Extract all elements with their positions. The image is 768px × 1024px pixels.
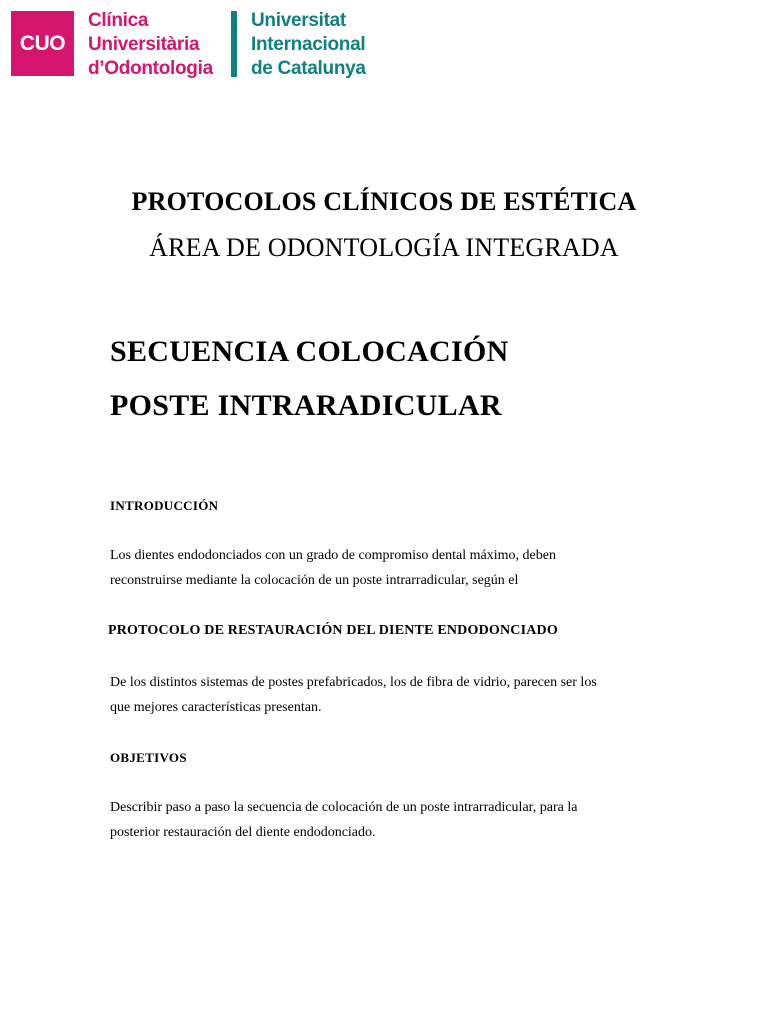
clinic-name-logo [88, 9, 213, 81]
paragraph-line: reconstruirse mediante la colocación de un poste intrarradicular, según el [110, 573, 519, 588]
university-name-line: Universitat [251, 10, 346, 31]
objectives-heading: OBJETIVOS [110, 750, 187, 765]
protocol-heading: PROTOCOLO DE RESTAURACIÓN DEL DIENTE ENDODONCIADO [108, 623, 558, 638]
cuo-logo [11, 11, 74, 76]
document-title: PROTOCOLOS CLÍNICOS DE ESTÉTICA [131, 187, 637, 216]
university-name-logo [251, 9, 366, 81]
university-name-line: Internacional [251, 34, 366, 55]
paragraph-line: Describir paso a paso la secuencia de colocación de un poste intrarradicular, para la [110, 800, 578, 815]
main-title-line: POSTE INTRARADICULAR [110, 389, 502, 422]
protocol-paragraph [110, 670, 670, 720]
document-subtitle: ÁREA DE ODONTOLOGÍA INTEGRADA [149, 233, 619, 262]
paragraph-line: que mejores características presentan. [110, 700, 322, 715]
introduction-heading: INTRODUCCIÓN [110, 498, 219, 513]
main-title-line: SECUENCIA COLOCACIÓN [110, 335, 509, 368]
clinic-name-line: Universitària [88, 34, 200, 55]
paragraph-line: posterior restauración del diente endodonciado. [110, 825, 376, 840]
objectives-paragraph [110, 795, 670, 845]
logo-divider [231, 11, 237, 77]
clinic-name-line: d’Odontologia [88, 58, 213, 79]
university-name-line: de Catalunya [251, 58, 366, 79]
introduction-paragraph [110, 543, 670, 593]
cuo-logo-text: CUO [19, 32, 66, 55]
paragraph-line: De los distintos sistemas de postes prefabricados, los de fibra de vidrio, parecen ser los [110, 675, 597, 690]
paragraph-line: Los dientes endodonciados con un grado de compromiso dental máximo, deben [110, 548, 556, 563]
clinic-name-line: Clínica [88, 10, 149, 31]
